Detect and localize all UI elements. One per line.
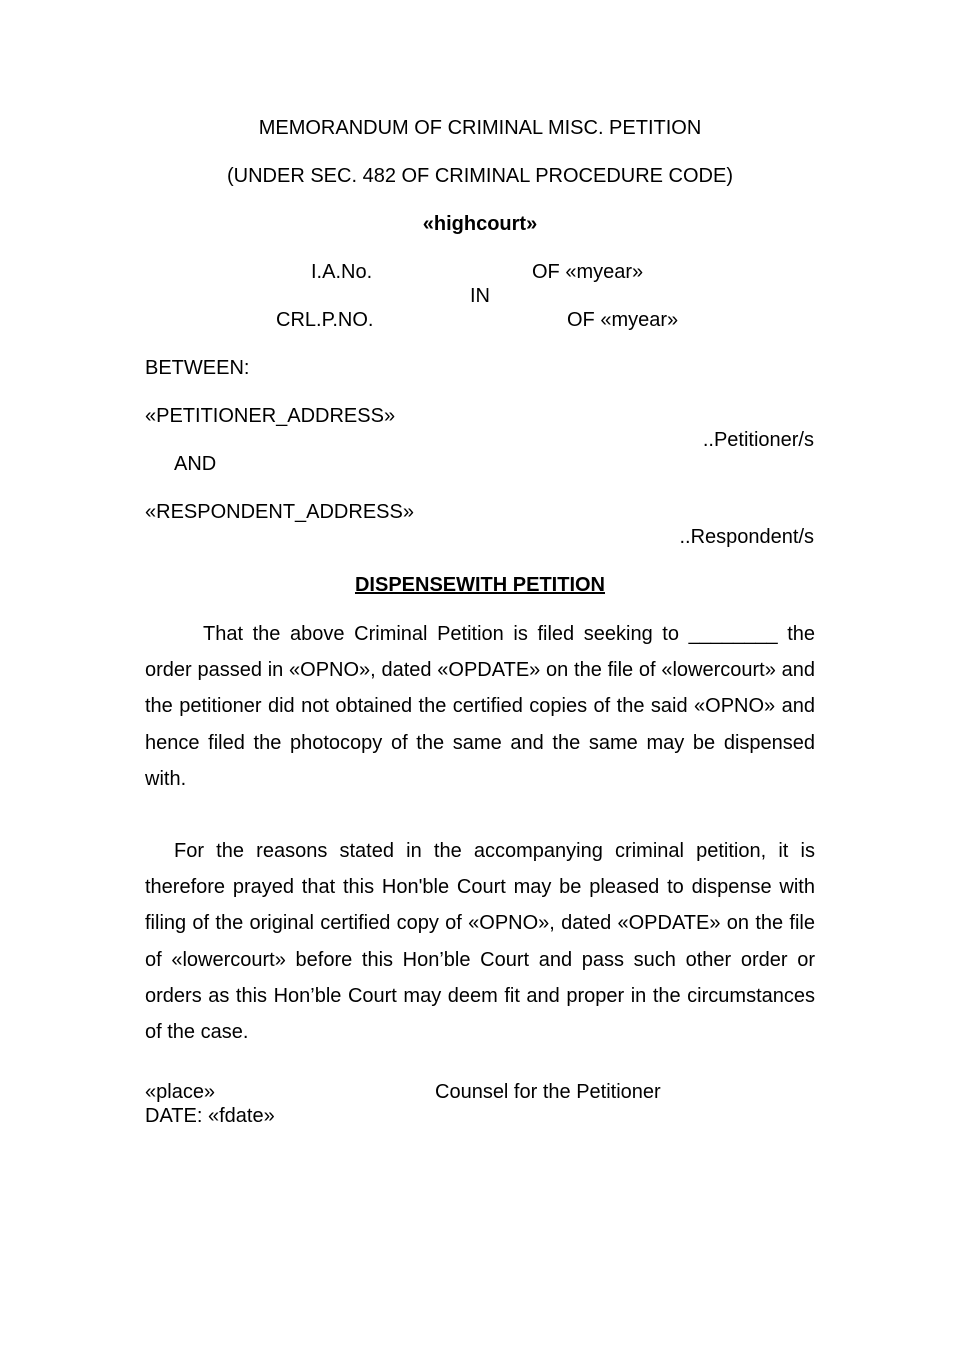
- date-field: DATE: «fdate»: [145, 1105, 275, 1127]
- petitioner-address: «PETITIONER_ADDRESS»: [145, 405, 396, 427]
- respondent-address: «RESPONDENT_ADDRESS»: [145, 501, 414, 523]
- petitioner-label: ..Petitioner/s: [702, 429, 814, 451]
- petition-paragraph-1: That the above Criminal Petition is filed seeking to ________ the order passed in «OPNO», dated «OPDATE» on the file of «lowercourt» and the petitioner did not obtained the certified copies of the said «OPNO» and hence filed the photocopy of the same and the same may be dispensed with.: [145, 623, 815, 790]
- crlp-year: OF «myear»: [567, 309, 679, 331]
- crlp-number-label: CRL.P.NO.: [276, 309, 374, 331]
- and-label: AND: [174, 453, 217, 475]
- petition-paragraph-2: For the reasons stated in the accompanying criminal petition, it is therefore prayed that this Hon'ble Court may be pleased to dispense with filing of the original certified copy of «OPNO», dated «OPDATE» on the file of «lowercourt» before this Hon’ble Court and pass such other order or orders as this Hon’ble Court may deem fit and proper in the circumstances of the case.: [145, 840, 815, 1044]
- in-label: IN: [470, 285, 490, 307]
- ia-number-label: I.A.No.: [311, 261, 373, 283]
- document-title: MEMORANDUM OF CRIMINAL MISC. PETITION: [258, 117, 702, 139]
- ia-year: OF «myear»: [532, 261, 644, 283]
- document-subtitle: (UNDER SEC. 482 OF CRIMINAL PROCEDURE CODE): [227, 165, 733, 187]
- counsel-signature-label: Counsel for the Petitioner: [435, 1081, 661, 1103]
- petition-heading: DISPENSEWITH PETITION: [354, 574, 606, 596]
- between-label: BETWEEN:: [145, 357, 250, 379]
- court-name: «highcourt»: [422, 213, 538, 235]
- respondent-label: ..Respondent/s: [679, 526, 814, 548]
- place-field: «place»: [145, 1081, 216, 1103]
